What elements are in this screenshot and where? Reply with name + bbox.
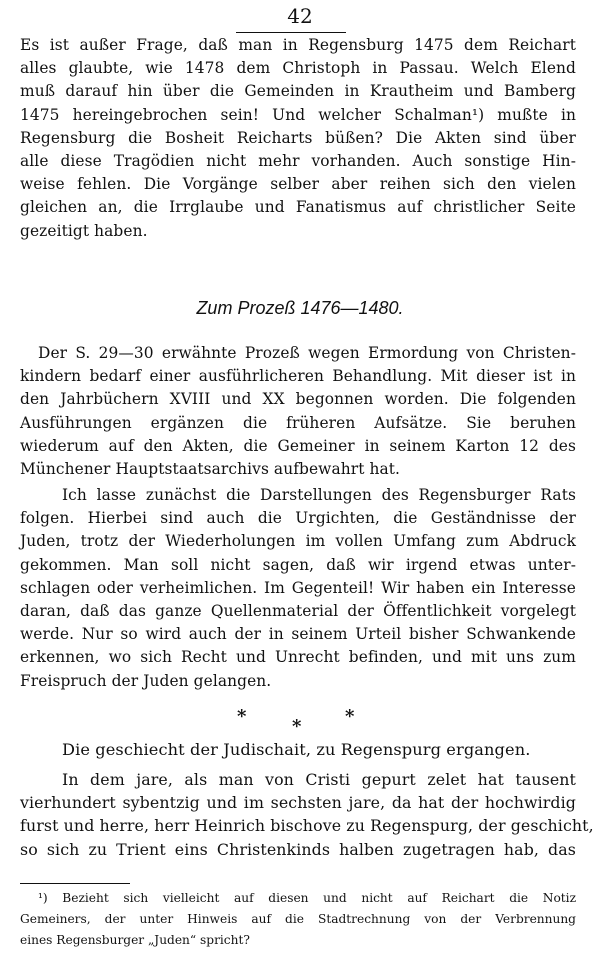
- section-separator: [0, 706, 600, 737]
- text-line: so sich zu Trient eins Christenkinds halben zugetragen hab, das: [20, 839, 576, 859]
- text-line: gekommen. Man soll nicht sagen, daß wir irgend etwas unter-: [20, 555, 576, 574]
- text-line: muß darauf hin über die Gemeinden in Krautheim und Bamberg: [20, 82, 576, 101]
- page-number: 42: [287, 4, 313, 28]
- paragraph-1: [20, 34, 576, 243]
- text-line: Der S. 29—30 erwähnte Prozeß wegen Ermordung von Christen-: [38, 344, 576, 362]
- text-line: furst und herre, herr Heinrich bischove zu Regenspurg, der geschicht,: [20, 816, 594, 836]
- separator-star: *: [292, 716, 302, 737]
- text-line: wiederum auf den Akten, die Gemeiner in seinem Karton 12 des: [20, 436, 576, 455]
- separator-star: *: [345, 706, 355, 727]
- text-line: Freispruch der Juden gelangen.: [20, 671, 272, 690]
- text-line: werde. Nur so wird auch der in seinem Urteil bisher Schwankende: [20, 625, 576, 644]
- footnote-rule: [20, 883, 130, 884]
- text-line: den Jahrbüchern XVIII und XX begonnen worden. Die folgenden: [20, 390, 576, 409]
- section-heading: Zum Prozeß 1476—1480.: [196, 298, 404, 318]
- text-line: Ich lasse zunächst die Darstellungen des Regensburger Rats: [62, 486, 576, 504]
- header-rule: [236, 32, 346, 33]
- paragraph-3: [20, 484, 576, 693]
- footnote: [20, 888, 576, 951]
- text-line: Es ist außer Frage, daß man in Regensburg 1475 dem Reichart: [20, 36, 576, 54]
- text-line: weise fehlen. Die Vorgänge selber aber reihen sich den vielen: [20, 175, 576, 194]
- text-line: gleichen an, die Irrglaube und Fanatismus auf christlicher Seite: [20, 198, 576, 217]
- paragraph-4: [20, 738, 576, 761]
- text-line: Regensburg die Bosheit Reicharts büßen? Die Akten sind über: [20, 128, 576, 147]
- separator-star: *: [237, 706, 247, 727]
- paragraph-2: [20, 342, 576, 481]
- text-line: folgen. Hierbei sind auch die Urgichten, die Geständnisse der: [20, 509, 576, 528]
- text-line: Die geschiecht der Judischait, zu Regenspurg ergangen.: [62, 740, 531, 759]
- text-line: erkennen, wo sich Recht und Unrecht befinden, und mit uns zum: [20, 648, 576, 667]
- text-line: gezeitigt haben.: [20, 221, 148, 240]
- footnote-line: eines Regensburger „Juden“ spricht?: [20, 933, 250, 947]
- text-line: In dem jare, als man von Cristi gepurt zelet hat tausent: [62, 770, 576, 789]
- paragraph-5: [20, 768, 594, 861]
- text-line: daran, daß das ganze Quellenmaterial der Öffentlichkeit vorgelegt: [20, 602, 576, 621]
- text-line: Juden, trotz der Wiederholungen im vollen Umfang zum Abdruck: [20, 532, 576, 551]
- text-line: vierhundert sybentzig und im sechsten jare, da hat der hochwirdig: [20, 793, 576, 813]
- text-line: Ausführungen ergänzen die früheren Aufsätze. Sie beruhen: [20, 413, 576, 432]
- text-line: alles glaubte, wie 1478 dem Christoph in Passau. Welch Elend: [20, 59, 576, 78]
- footnote-line: ¹) Bezieht sich vielleicht auf diesen und nicht auf Reichart die Notiz: [38, 891, 576, 905]
- text-line: schlagen oder verheimlichen. Im Gegenteil! Wir haben ein Interesse: [20, 578, 576, 597]
- text-line: Münchener Hauptstaatsarchivs aufbewahrt hat.: [20, 460, 401, 479]
- text-line: 1475 hereingebrochen sein! Und welcher Schalman¹) mußte in: [20, 105, 576, 124]
- text-line: kindern bedarf einer ausführlicheren Behandlung. Mit dieser ist in: [20, 367, 576, 386]
- footnote-line: Gemeiners, der unter Hinweis auf die Stadtrechnung von der Verbrennung: [20, 912, 576, 926]
- text-line: alle diese Tragödien nicht mehr vorhanden. Auch sonstige Hin-: [20, 152, 576, 171]
